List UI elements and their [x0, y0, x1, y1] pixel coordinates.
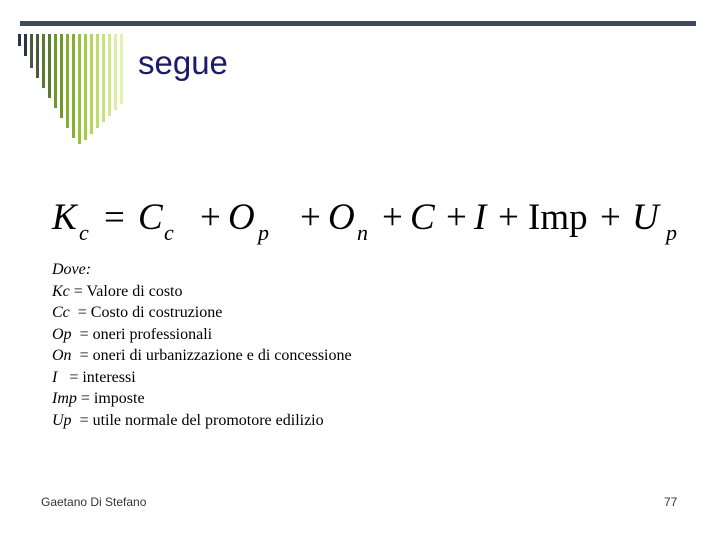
decorative-bar	[42, 34, 45, 88]
formula-lhs: K	[52, 197, 77, 238]
definitions-list	[52, 259, 352, 431]
formula-term-symbol: U	[632, 197, 659, 238]
formula-plus: +	[600, 197, 621, 238]
decorative-bar	[66, 34, 69, 128]
decorative-bar	[108, 34, 111, 116]
decorative-bars	[18, 34, 128, 146]
definition-text: = utile normale del promotore edilizio	[71, 411, 324, 429]
formula-term-symbol: C	[410, 197, 435, 238]
decorative-bar	[24, 34, 27, 56]
decorative-bar	[72, 34, 75, 138]
definition-symbol: Op	[52, 325, 72, 343]
decorative-bar	[36, 34, 39, 78]
formula-term-subscript: c	[164, 220, 174, 245]
definition-text: = oneri professionali	[71, 325, 213, 343]
definition-symbol: Imp	[52, 390, 77, 407]
definition-text: = Valore di costo	[69, 282, 183, 300]
definition-text: = interessi	[57, 368, 136, 386]
definition-text: = imposte	[76, 390, 145, 407]
definition-item	[52, 345, 352, 367]
formula-term-subscript: p	[258, 220, 269, 245]
definition-item	[52, 302, 352, 324]
decorative-bar	[18, 34, 21, 46]
formula-term-symbol: C	[138, 197, 163, 238]
formula-plus: +	[498, 197, 519, 238]
decorative-bar	[30, 34, 33, 68]
formula-equals: =	[104, 197, 125, 238]
definitions-heading: Dove:	[52, 261, 92, 278]
formula-term-subscript: p	[666, 220, 677, 245]
footer-page-number: 77	[664, 495, 678, 509]
definition-symbol: Up	[52, 411, 72, 429]
definition-item	[52, 281, 352, 303]
definition-symbol: On	[52, 347, 72, 364]
decorative-bar	[54, 34, 57, 108]
footer-author: Gaetano Di Stefano	[41, 495, 147, 509]
formula-plus: +	[300, 197, 321, 238]
formula-lhs-subscript: c	[79, 220, 89, 245]
definition-symbol: I	[52, 368, 58, 386]
formula-plus: +	[200, 197, 221, 238]
decorative-bar	[120, 34, 123, 104]
definition-symbol: Cc	[52, 304, 70, 321]
decorative-bar	[84, 34, 87, 140]
definition-item	[52, 388, 352, 410]
decorative-bar	[78, 34, 81, 144]
definition-text: = oneri di urbanizzazione e di concessione	[71, 347, 352, 364]
definition-text: = Costo di costruzione	[69, 304, 223, 321]
formula-term-symbol: O	[228, 197, 255, 238]
definition-item	[52, 367, 352, 389]
formula-plus: +	[382, 197, 403, 238]
slide-title: segue	[138, 44, 228, 81]
decorative-bar	[102, 34, 105, 122]
formula-term-symbol: Imp	[528, 197, 588, 238]
header-rule	[20, 21, 696, 26]
definition-item	[52, 324, 352, 346]
decorative-bar	[90, 34, 93, 134]
formula-term-symbol: I	[474, 197, 487, 238]
definition-symbol: Kc	[52, 282, 70, 300]
cost-formula	[52, 195, 692, 247]
decorative-bar	[96, 34, 99, 128]
formula-plus: +	[446, 197, 467, 238]
formula-term-symbol: O	[328, 197, 355, 238]
decorative-bar	[60, 34, 63, 118]
formula-term-subscript: n	[357, 220, 368, 245]
definition-item	[52, 410, 352, 432]
decorative-bar	[48, 34, 51, 98]
decorative-bar	[114, 34, 117, 110]
